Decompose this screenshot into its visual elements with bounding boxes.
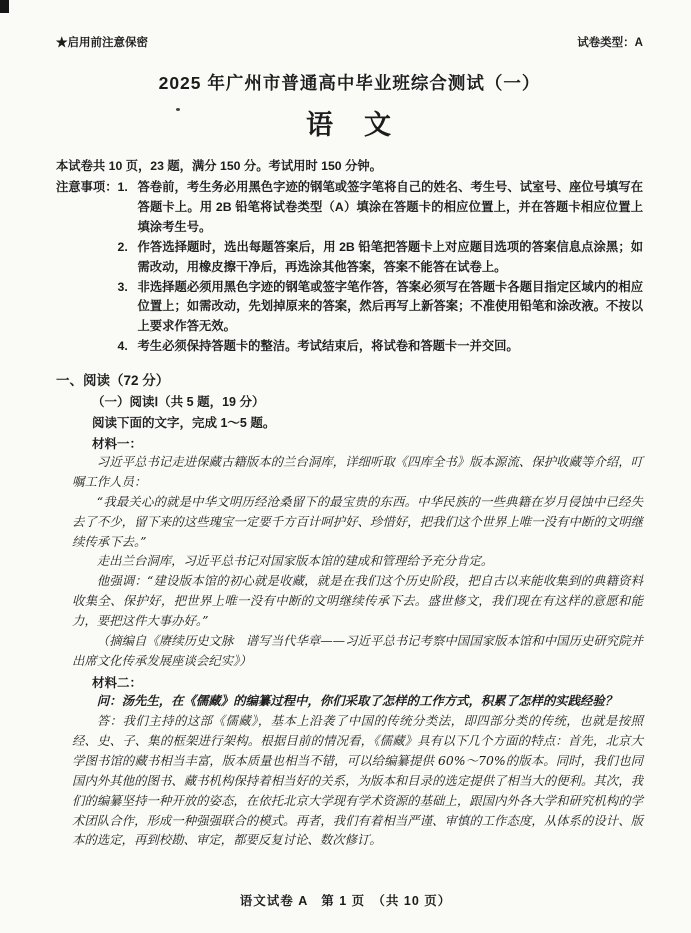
section-heading-reading: 一、阅读（72 分） [56, 373, 170, 389]
reading-instruction: 阅读下面的文字，完成 1～5 题。 [92, 416, 276, 431]
notice-item-text: 考生必须保持答题卡的整洁。考试结束后，将试卷和答题卡一并交回。 [137, 339, 519, 354]
material-1-paragraph: “我最关心的就是中华文明历经沧桑留下的最宝贵的东西。中华民族的一些典籍在岁月侵蚀中已经失去了不少，留下来的这些瑰宝一定要千方百计呵护好、珍惜好，把我们这个世界上唯一没有中断的文明继续传承下去。” [72, 493, 643, 549]
notice-item-text: 作答选择题时，选出每题答案后，用 2B 铅笔把答题卡上对应题目选项的答案信息点涂黑；如需改动，用橡皮擦干净后，再选涂其他答案，答案不能答在试卷上。 [137, 239, 643, 274]
notice-section [56, 178, 643, 357]
notice-item [118, 178, 644, 238]
exam-info: 本试卷共 10 页，23 题，满分 150 分。考试用时 150 分钟。 [56, 159, 382, 173]
material-2-body [56, 691, 643, 850]
exam-subject: 语 文 [306, 110, 393, 140]
material-1-paragraph: 他强调：“建设版本馆的初心就是收藏，就是在我们这个历史阶段，把自古以来能收集到的典籍资料收集全、保护好，把世界上唯一没有中断的文明继续传承下去。盛世修文，我们现在有这样的意愿和能力，要把这件大事办好。” [72, 573, 643, 628]
material-1-citation: （摘编自《赓续历史文脉 谱写当代华章——习近平总书记考察中国国家版本馆和中国历史研究院并出席文化传承发展座谈会纪实》） [72, 632, 643, 668]
material-2-question: 问：汤先生，在《儒藏》的编纂过程中，你们采取了怎样的工作方式，积累了怎样的实践经验？ [96, 693, 618, 709]
exam-title: 2025 年广州市普通高中毕业班综合测试（一） [158, 73, 541, 93]
page-footer: 语文试卷 A 第 1 页 （共 10 页） [239, 894, 452, 908]
scan-artifact-corner [0, 0, 9, 13]
material-1-label: 材料一： [92, 437, 143, 452]
notice-item-number: 1. [117, 180, 128, 194]
notice-item [118, 278, 644, 338]
notice-label: 注意事项： [56, 180, 118, 194]
material-1-paragraph: 走出兰台洞库，习近平总书记对国家版本馆的建成和管理给予充分肯定。 [96, 553, 494, 569]
notice-item-number: 2. [117, 239, 128, 254]
notice-item [118, 238, 644, 278]
notice-item-number: 4. [117, 339, 128, 354]
material-2-label: 材料二： [92, 676, 143, 691]
material-2-answer: 答：我们主持的这部《儒藏》，基本上沿袭了中国的传统分类法，即四部分类的传统，也就是按照经、史、子、集的框架进行架构。根据目前的情况看，《儒藏》具有以下几个方面的特点：首先，北京大学图书馆的藏书相当丰富，版本质量也相当不错，可以给编纂提供 60%～70%的版本。同时，我们也同国内外其他的图书、藏书机构保持着相当好的关系，为版本和目录的选定提供了相当大的便利。其次，我们的编纂坚持一种开放的姿态，在依托北京大学现有学术资源的基础上，跟国内外各大学和研究机构的学术团队合作，形成一种强强联合的模式。再者，我们有着相当严谨、审慎的工作态度，从体系的设计、版本的选定，再到校勘、审定，都要反复讨论、数次修订。 [72, 713, 643, 848]
notice-item-number: 3. [117, 279, 128, 294]
notice-item-text: 答卷前，考生务必用黑色字迹的钢笔或签字笔将自己的姓名、考生号、试室号、座位号填写在答题卡上。用 2B 铅笔将试卷类型（A）填涂在答题卡的相应位置上，并在答题卡相应位置上填涂考生号。 [137, 180, 643, 234]
notice-item-text: 非选择题必须用黑色字迹的钢笔或签字笔作答，答案必须写在答题卡各题目指定区域内的相应位置上；如需改动，先划掉原来的答案，然后再写上新答案；不准使用铅笔和涂改液。不按以上要求作答无效。 [137, 279, 643, 334]
page-header [56, 34, 643, 50]
scan-artifact-dot [176, 108, 180, 111]
notice-item [118, 337, 644, 357]
material-1-paragraph: 习近平总书记走进保藏古籍版本的兰台洞库，详细听取《四库全书》版本源流、保护收藏等介绍，叮嘱工作人员： [72, 454, 643, 489]
notice-items [118, 178, 644, 357]
material-1-body [56, 452, 643, 670]
paper-type-label: 试卷类型：A [577, 37, 643, 49]
part-heading-reading-1: （一）阅读Ⅰ（共 5 题，19 分） [92, 395, 265, 410]
security-notice: ★启用前注意保密 [56, 37, 148, 49]
